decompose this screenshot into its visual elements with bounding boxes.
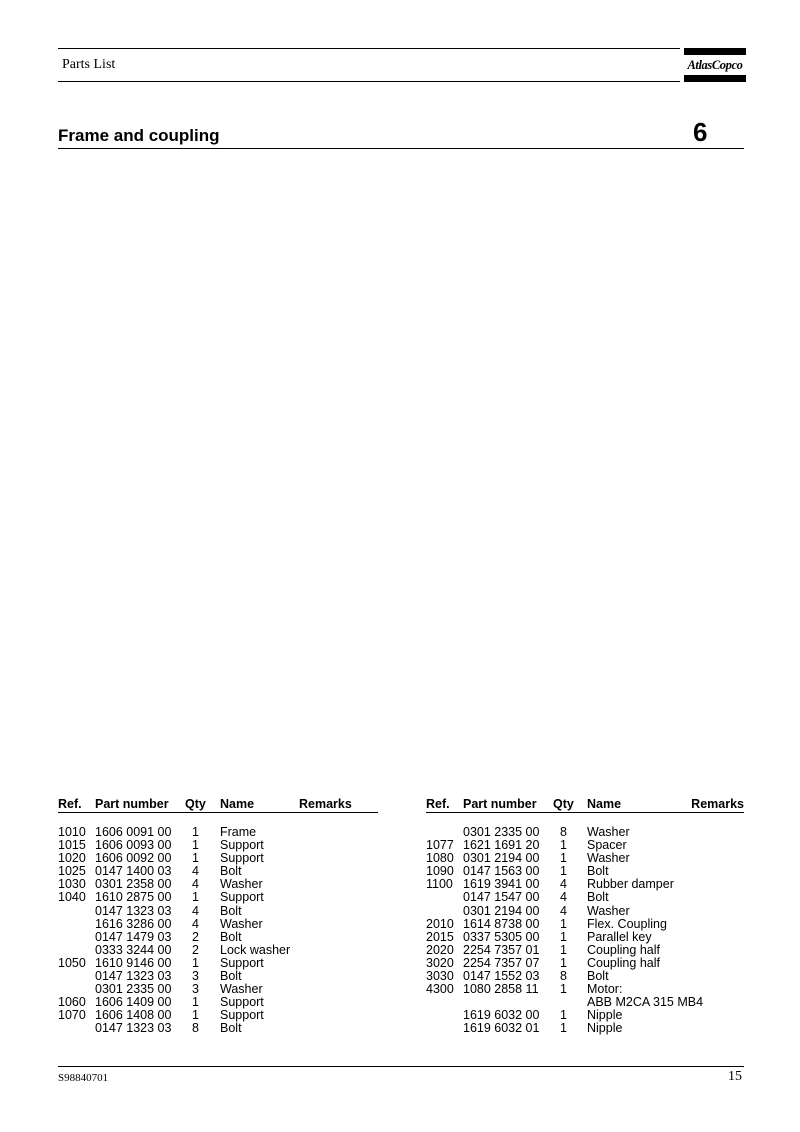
cell-part-number: 1606 0091 00 [95,825,172,839]
cell-part-number: 0147 1323 03 [95,903,172,918]
cell-ref: 1050 [58,955,86,970]
cell-part-number: 1080 2858 11 [463,982,539,997]
cell-part-number: 1610 9146 00 [95,955,172,970]
footer-doc-number: S98840701 [58,1072,109,1084]
cell-part-number: 1606 1409 00 [95,995,172,1010]
cell-part-number: 0301 2194 00 [463,903,540,918]
cell-name: Support [220,890,264,905]
cell-part-number: 0147 1323 03 [95,969,172,984]
cell-qty: 1 [560,916,567,931]
cell-name: Rubber damper [587,877,674,892]
cell-qty: 1 [560,929,567,944]
header-bottom-rule [58,81,680,82]
cell-ref: 1090 [426,864,454,879]
cell-ref: 2015 [426,929,454,944]
cell-qty: 1 [560,1021,567,1036]
section-title: Frame and coupling [58,126,220,145]
cell-name: Bolt [220,969,242,984]
cell-qty: 1 [560,955,567,970]
cell-ref: 3030 [426,969,454,984]
cell-name: Support [220,995,264,1010]
table-row [426,905,744,918]
cell-qty: 1 [192,825,199,839]
cell-ref: 1030 [58,877,86,892]
cell-qty: 1 [192,1008,199,1023]
cell-ref: 1100 [426,877,453,892]
table-body [58,826,378,1036]
cell-ref: 1060 [58,995,86,1010]
cell-name: Support [220,851,264,866]
table-row [58,944,378,957]
cell-name: Flex. Coupling [587,916,667,931]
cell-name: Washer [220,877,263,892]
cell-name: Washer [587,903,630,918]
cell-qty: 2 [192,929,199,944]
cell-name: Bolt [220,864,242,879]
table-row [58,891,378,904]
table-row [58,931,378,944]
cell-ref: 1040 [58,890,86,905]
cell-name: Nipple [587,1008,623,1023]
cell-qty: 8 [192,1021,199,1036]
cell-ref: 1025 [58,864,86,879]
table-row [426,931,744,944]
cell-qty: 4 [192,877,199,892]
cell-qty: 1 [192,851,199,866]
table-row [58,905,378,918]
cell-part-number: 1619 3941 00 [463,877,540,892]
cell-part-number: 0301 2358 00 [95,877,172,892]
header-part-number: Part number [95,797,169,811]
cell-part-number: 1610 2875 00 [95,890,172,905]
cell-qty: 1 [560,838,567,853]
cell-name: Bolt [587,890,609,905]
cell-qty: 1 [560,1008,567,1023]
table-row [426,891,744,904]
cell-part-number: 0147 1547 00 [463,890,540,905]
cell-ref: 4300 [426,982,454,997]
header-qty: Qty [185,797,206,811]
header-name: Name [587,797,622,811]
cell-part-number: 0147 1323 03 [95,1021,172,1036]
logo-top-bar [684,48,746,55]
table-row [426,944,744,957]
cell-qty: 3 [192,969,199,984]
cell-qty: 4 [560,890,567,905]
cell-qty: 4 [192,903,199,918]
cell-qty: 2 [192,942,199,957]
logo-text: AtlasCopco [687,58,743,72]
cell-part-number: 0333 3244 00 [95,942,172,957]
cell-name: Support [220,838,264,853]
cell-qty: 8 [560,825,567,839]
table-row [58,918,378,931]
cell-ref: 1015 [58,838,86,853]
table-header [58,796,378,812]
cell-part-number: 1606 1408 00 [95,1008,172,1023]
cell-ref: 1080 [426,851,454,866]
cell-part-number: 0147 1563 00 [463,864,540,879]
cell-ref: 1020 [58,851,86,866]
table-header-rule [426,812,744,813]
cell-name: Lock washer [220,942,291,957]
cell-ref: 1010 [58,825,86,839]
table-row [426,918,744,931]
cell-name: Support [220,955,264,970]
cell-qty: 4 [192,916,199,931]
footer-rule [58,1066,744,1067]
section-title-rule [58,148,744,149]
cell-name: Parallel key [587,929,652,944]
cell-qty: 4 [560,903,567,918]
table-body [426,826,744,1036]
header-ref: Ref. [58,797,82,811]
cell-name: Nipple [587,1021,623,1036]
cell-qty: 1 [560,942,567,957]
cell-ref: 3020 [426,955,454,970]
cell-part-number: 0147 1479 03 [95,929,172,944]
cell-qty: 1 [192,838,199,853]
cell-qty: 4 [560,877,567,892]
logo-bottom-bar [684,75,746,82]
cell-part-number: 0301 2194 00 [463,851,540,866]
cell-part-number: 2254 7357 01 [463,942,540,957]
cell-part-number: 0301 2335 00 [95,982,172,997]
footer-page-number: 15 [728,1069,742,1084]
cell-name: Coupling half [587,942,660,957]
table-header [426,796,744,812]
cell-name: Support [220,1008,264,1023]
cell-name: Bolt [220,929,242,944]
parts-table-right [426,796,744,1036]
header-remarks: Remarks [299,797,352,811]
cell-part-number: 0147 1400 03 [95,864,172,879]
cell-qty: 1 [192,955,199,970]
table-row [58,1022,378,1035]
cell-name: Washer [220,916,263,931]
cell-ref: 2010 [426,916,454,931]
header-ref: Ref. [426,797,450,811]
cell-part-number: 1621 1691 20 [463,838,540,853]
header-remarks: Remarks [691,797,744,811]
cell-ref: 1070 [58,1008,86,1023]
cell-name: Frame [220,825,257,839]
cell-part-number: 1616 3286 00 [95,916,172,931]
cell-qty: 1 [192,890,199,905]
cell-name: Spacer [587,838,627,853]
section-number: 6 [693,117,708,147]
cell-part-number: 2254 7357 07 [463,955,540,970]
cell-part-number: 0301 2335 00 [463,825,540,839]
cell-part-number: 1614 8738 00 [463,916,540,931]
cell-ref: 1077 [426,838,454,853]
cell-ref: 2020 [426,942,454,957]
cell-name: Washer [587,825,630,839]
header-part-number: Part number [463,797,537,811]
header-top-rule [58,48,680,49]
cell-part-number: 1619 6032 00 [463,1008,540,1023]
header-label: Parts List [62,57,116,72]
cell-qty: 8 [560,969,567,984]
cell-name: Bolt [587,969,609,984]
cell-name: Coupling half [587,955,660,970]
header-name: Name [220,797,255,811]
cell-qty: 3 [192,982,199,997]
cell-name: Motor: [587,982,623,997]
cell-qty: 4 [192,864,199,879]
cell-name: Bolt [220,903,242,918]
parts-table-left [58,796,378,1036]
cell-qty: 1 [560,982,567,997]
cell-name: Washer [220,982,263,997]
cell-qty: 1 [192,995,199,1010]
cell-part-number: 1606 0092 00 [95,851,172,866]
cell-part-number: 0337 5305 00 [463,929,540,944]
cell-name: Washer [587,851,630,866]
cell-part-number: 0147 1552 03 [463,969,540,984]
cell-qty: 1 [560,851,567,866]
cell-part-number: 1606 0093 00 [95,838,172,853]
atlas-copco-logo [684,48,746,82]
table-header-rule [58,812,378,813]
cell-name: Bolt [220,1021,242,1036]
table-row [426,1022,744,1035]
cell-name: Bolt [587,864,609,879]
cell-qty: 1 [560,864,567,879]
cell-name: ABB M2CA 315 MB4 [587,995,704,1010]
cell-part-number: 1619 6032 01 [463,1021,540,1036]
header-qty: Qty [553,797,574,811]
